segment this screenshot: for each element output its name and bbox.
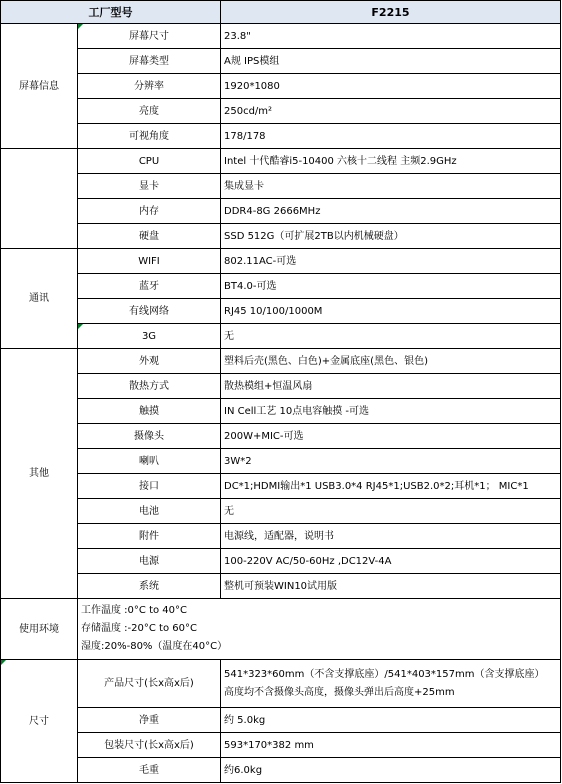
spec-value: Intel 十代酷睿i5-10400 六核十二线程 主频2.9GHz — [221, 149, 561, 174]
spec-label: 系统 — [78, 574, 221, 599]
table-header-row — [1, 1, 561, 24]
environment-details — [78, 599, 561, 660]
group-communication: 通讯 — [1, 249, 78, 349]
spec-value: 塑料后壳(黑色、白色)+金属底座(黑色、银色) — [221, 349, 561, 374]
spec-value: 整机可预装WIN10试用版 — [221, 574, 561, 599]
spec-label: 屏幕尺寸 — [78, 24, 221, 49]
table-row — [1, 524, 561, 549]
spec-value: 100-220V AC/50-60Hz ,DC12V-4A — [221, 549, 561, 574]
spec-value: DC*1;HDMI输出*1 USB3.0*4 RJ45*1;USB2.0*2;耳机*1； MIC*1 — [221, 474, 561, 499]
spec-label: 3G — [78, 324, 221, 349]
product-size-note: 高度均不含摄像头高度，摄像头弹出后高度+25mm — [224, 686, 455, 698]
spec-label: 净重 — [78, 708, 221, 733]
table-row — [1, 224, 561, 249]
spec-value: 集成显卡 — [221, 174, 561, 199]
spec-value: 178/178 — [221, 124, 561, 149]
spec-label: 亮度 — [78, 99, 221, 124]
spec-label: 有线网络 — [78, 299, 221, 324]
spec-label: 可视角度 — [78, 124, 221, 149]
table-row — [1, 549, 561, 574]
humidity: 湿度:20%-80%（温度在40°C） — [81, 641, 228, 652]
spec-value: 593*170*382 mm — [221, 733, 561, 758]
spec-value: 无 — [221, 499, 561, 524]
table-row — [1, 374, 561, 399]
spec-label: 内存 — [78, 199, 221, 224]
table-row — [1, 174, 561, 199]
spec-value: 3W*2 — [221, 449, 561, 474]
spec-value: RJ45 10/100/1000M — [221, 299, 561, 324]
comment-marker — [78, 324, 83, 329]
spec-value: 200W+MIC-可选 — [221, 424, 561, 449]
spec-label: 分辨率 — [78, 74, 221, 99]
spec-value: 250cd/m² — [221, 99, 561, 124]
spec-label: WIFI — [78, 249, 221, 274]
spec-label: 接口 — [78, 474, 221, 499]
group-environment: 使用环境 — [1, 599, 78, 660]
group-hardware — [1, 149, 78, 249]
spec-label: 硬盘 — [78, 224, 221, 249]
table-row — [1, 449, 561, 474]
spec-value: 无 — [221, 324, 561, 349]
table-row — [1, 349, 561, 374]
spec-label: 毛重 — [78, 758, 221, 783]
spec-label: 产品尺寸(长x高x后) — [78, 660, 221, 708]
table-row — [1, 274, 561, 299]
group-screen-info: 屏幕信息 — [1, 24, 78, 149]
table-row — [1, 149, 561, 174]
spec-value: 802.11AC-可选 — [221, 249, 561, 274]
table-row — [1, 424, 561, 449]
spec-value: 1920*1080 — [221, 74, 561, 99]
spec-label: 电源 — [78, 549, 221, 574]
spec-label: 屏幕类型 — [78, 49, 221, 74]
table-row — [1, 74, 561, 99]
comment-marker — [78, 24, 83, 29]
table-row — [1, 99, 561, 124]
spec-value: DDR4-8G 2666MHz — [221, 199, 561, 224]
spec-label: 散热方式 — [78, 374, 221, 399]
working-temperature: 工作温度 :0°C to 40°C — [81, 605, 187, 616]
model-number-header: F2215 — [221, 1, 561, 24]
table-row — [1, 708, 561, 733]
table-row — [1, 299, 561, 324]
table-row — [1, 499, 561, 524]
spec-label: 附件 — [78, 524, 221, 549]
spec-value: 散热模组+恒温风扇 — [221, 374, 561, 399]
spec-label: 包装尺寸(长x高x后) — [78, 733, 221, 758]
spec-value: 约6.0kg — [221, 758, 561, 783]
table-row — [1, 24, 561, 49]
table-row — [1, 758, 561, 783]
spec-value: SSD 512G（可扩展2TB以内机械硬盘） — [221, 224, 561, 249]
table-row — [1, 733, 561, 758]
spec-label: CPU — [78, 149, 221, 174]
table-row — [1, 660, 561, 708]
group-size: 尺寸 — [1, 660, 78, 783]
comment-marker — [1, 660, 6, 665]
table-row — [1, 474, 561, 499]
spec-label: 显卡 — [78, 174, 221, 199]
table-row — [1, 399, 561, 424]
spec-label: 摄像头 — [78, 424, 221, 449]
table-row — [1, 324, 561, 349]
spec-value: A规 IPS模组 — [221, 49, 561, 74]
product-size-line: 541*323*60mm（不含支撑底座）/541*403*157mm（含支撑底座） — [224, 668, 545, 680]
table-row — [1, 599, 561, 660]
spec-label: 触摸 — [78, 399, 221, 424]
factory-model-header: 工厂型号 — [1, 1, 221, 24]
table-row — [1, 49, 561, 74]
group-other: 其他 — [1, 349, 78, 599]
table-row — [1, 124, 561, 149]
spec-value: BT4.0-可选 — [221, 274, 561, 299]
table-row — [1, 574, 561, 599]
spec-label: 电池 — [78, 499, 221, 524]
spec-value: 23.8" — [221, 24, 561, 49]
storage-temperature: 存储温度 :-20°C to 60°C — [81, 623, 197, 634]
table-row — [1, 249, 561, 274]
spec-label: 喇叭 — [78, 449, 221, 474]
spec-label: 外观 — [78, 349, 221, 374]
spec-value — [221, 660, 561, 708]
table-row — [1, 199, 561, 224]
spec-value: IN Cell工艺 10点电容触摸 -可选 — [221, 399, 561, 424]
spec-label: 蓝牙 — [78, 274, 221, 299]
spec-value: 电源线，适配器，说明书 — [221, 524, 561, 549]
spec-value: 约 5.0kg — [221, 708, 561, 733]
